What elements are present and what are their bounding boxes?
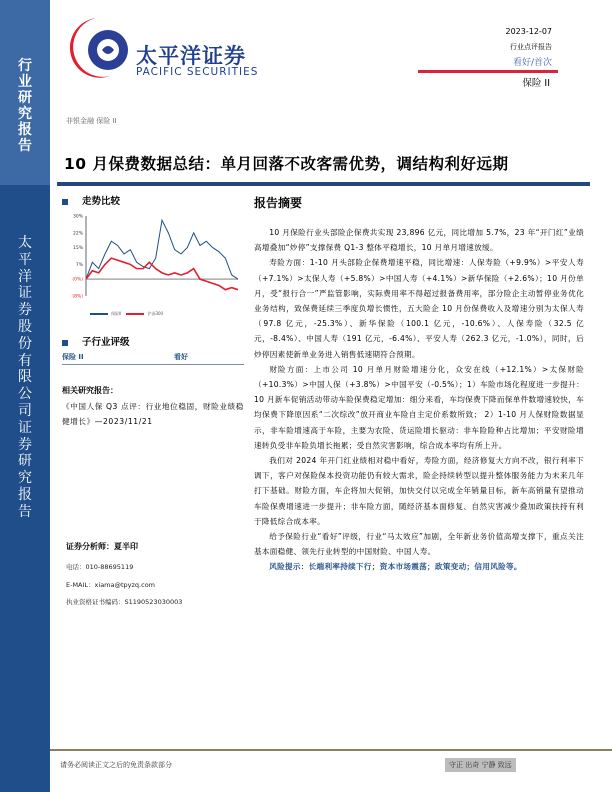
summary-body [254, 225, 584, 575]
bullet-square-icon [62, 340, 68, 346]
summary-paragraph: 寿险方面：1-10 月头部险企保费增速平稳，同比增速：人保寿险（+9.9%）>平安人寿（+7.1%）>太保人寿（+5.8%）>中国人寿（+4.1%）>新华保险（+2.6%）；10 月份单月，受“报行合一”严监管影响，实际费用率不得超过报备费用率，部分险企主动暂停业务优化业务结构，致保费延续三季度负增长惯性，五大险企 10 月份保费收入及增速分别为太保人寿（97.8 亿元，-25.3%）、新华保险（100.1 亿元，-10.6%）、人保寿险（32.5 亿元，-8.4%）、中国人寿（191 亿元，-6.4%）、平安人寿（262.3 亿元，-1.0%），同时，后炒停因素使新单业务进入销售低速期符合预期。 [254, 258, 584, 359]
page-title: 10 月保费数据总结：单月回落不改客需优势，调结构利好远期 [64, 155, 509, 173]
logo-name-cn: 太平洋证券 [136, 44, 246, 68]
footer-motto: 守正 出奇 宁静 致远 [445, 758, 516, 772]
footer-disclaimer: 请务必阅读正文之后的免责条款部分 [60, 761, 172, 769]
title-divider [57, 182, 590, 186]
trend-chart [62, 212, 242, 302]
related-report-link[interactable]: 《中国人保 Q3 点评：行业地位稳固，财险业绩稳健增长》—2023/11/21 [62, 402, 244, 426]
summary-paragraph: 我们对 2024 年开门红业绩相对稳中看好，寿险方面，经济修复大方向不改，银行利率下调下，客户对保险保本投资功能仍有较大需求，险企持续转型以提升整体服务能力为未来几年打下基础。财险方面，车企将加大促销，加快交付以完成全年销量目标，新车高销量有望推动车险保费增速进一步提升；非车险方面，随经济基本面修复、自然灾害减少叠加政策扶持有利于降低综合成本率。 [254, 456, 584, 526]
trend-heading [62, 193, 120, 207]
summary-paragraph: 给予保险行业“看好”评级，行业“马太效应”加剧，全年新业务价值高增支撑下，重点关注基本面稳健、领先行业转型的中国财险、中国人寿。 [254, 532, 584, 557]
svg-text:(8%): (8%) [72, 294, 83, 300]
legend-series-2: 沪深300 [147, 311, 164, 316]
rating-value: 看好 [174, 353, 188, 361]
svg-text:7%: 7% [75, 262, 83, 268]
analyst-phone: 电话：010-88695119 [66, 563, 134, 571]
summary-paragraph: 10 月保险行业头部险企保费共实现 23,896 亿元，同比增加 5.7%，23 年“开门红”业绩高增叠加“炒停”支撑保费 Q1-3 整体平稳增长，10 月单月增速放缓。 [254, 228, 584, 253]
trend-heading-text: 走势比较 [82, 196, 121, 207]
header-sector: 保险 II [522, 78, 550, 89]
sidebar-report-category: 行 业 研 究 报 告 [18, 58, 32, 155]
svg-text:(0%): (0%) [72, 277, 83, 283]
risk-warning: 风险提示：长端利率持续下行；资本市场震荡；政策变动；信用风险等。 [269, 562, 522, 572]
rating-heading-text: 子行业评级 [82, 337, 130, 348]
rating-heading [62, 334, 130, 348]
svg-text:30%: 30% [72, 214, 83, 220]
report-date: 2023-12-07 [505, 27, 552, 36]
summary-paragraph: 财险方面：上市公司 10 月单月财险增速分化，众安在线（+12.1%）>太保财险（+10.3%）>中国人保（+3.8%）>中国平安（-0.5%）；1）车险市场化程度进一步提升：10 月新车促销活动带动车险保费稳定增加：细分来看，车均保费下降而保单件数增速较快，车均保费下降原因系“二次综改”放开商业车险自主定价系数所致； 2）1-10 月人保财险数据显示，非车险增速高于车险，主要为农险、货运险增长驱动：非车险险种占比增加；平安财险增速转负受非车险负增长拖累；受自然灾害影响，综合成本率均有所上升。 [254, 364, 584, 450]
chart-legend [90, 311, 163, 317]
sidebar [0, 0, 50, 792]
rating-sector: 保险 II [62, 353, 84, 361]
legend-line-icon [126, 313, 144, 315]
legend-series-1: 保险II [111, 311, 122, 316]
logo-name-en: PACIFIC SECURITIES [136, 66, 259, 78]
header-divider [418, 70, 558, 73]
legend-line-icon [90, 313, 108, 315]
rating-table [62, 352, 244, 365]
summary-heading: 报告摘要 [254, 196, 303, 210]
related-heading: 相关研究报告： [62, 386, 118, 395]
svg-text:22%: 22% [72, 231, 83, 237]
analyst-email[interactable]: E-MAIL：xiama@tpyzq.com [66, 581, 156, 589]
analyst-license: 执业资格证书编码：S1190523030003 [66, 598, 183, 606]
footer-divider [50, 749, 612, 751]
sector-path: 非银金融 保险 II [66, 117, 117, 125]
rating-label: 看好/首次 [512, 58, 552, 68]
svg-text:15%: 15% [72, 246, 83, 252]
analyst-name: 证券分析师：夏半印 [66, 542, 138, 551]
report-type: 行业点评报告 [510, 43, 552, 51]
bullet-square-icon [62, 199, 68, 205]
sidebar-company-label: 太 平 洋 证 券 股 份 有 限 公 司 证 券 研 究 报 告 [18, 235, 32, 520]
